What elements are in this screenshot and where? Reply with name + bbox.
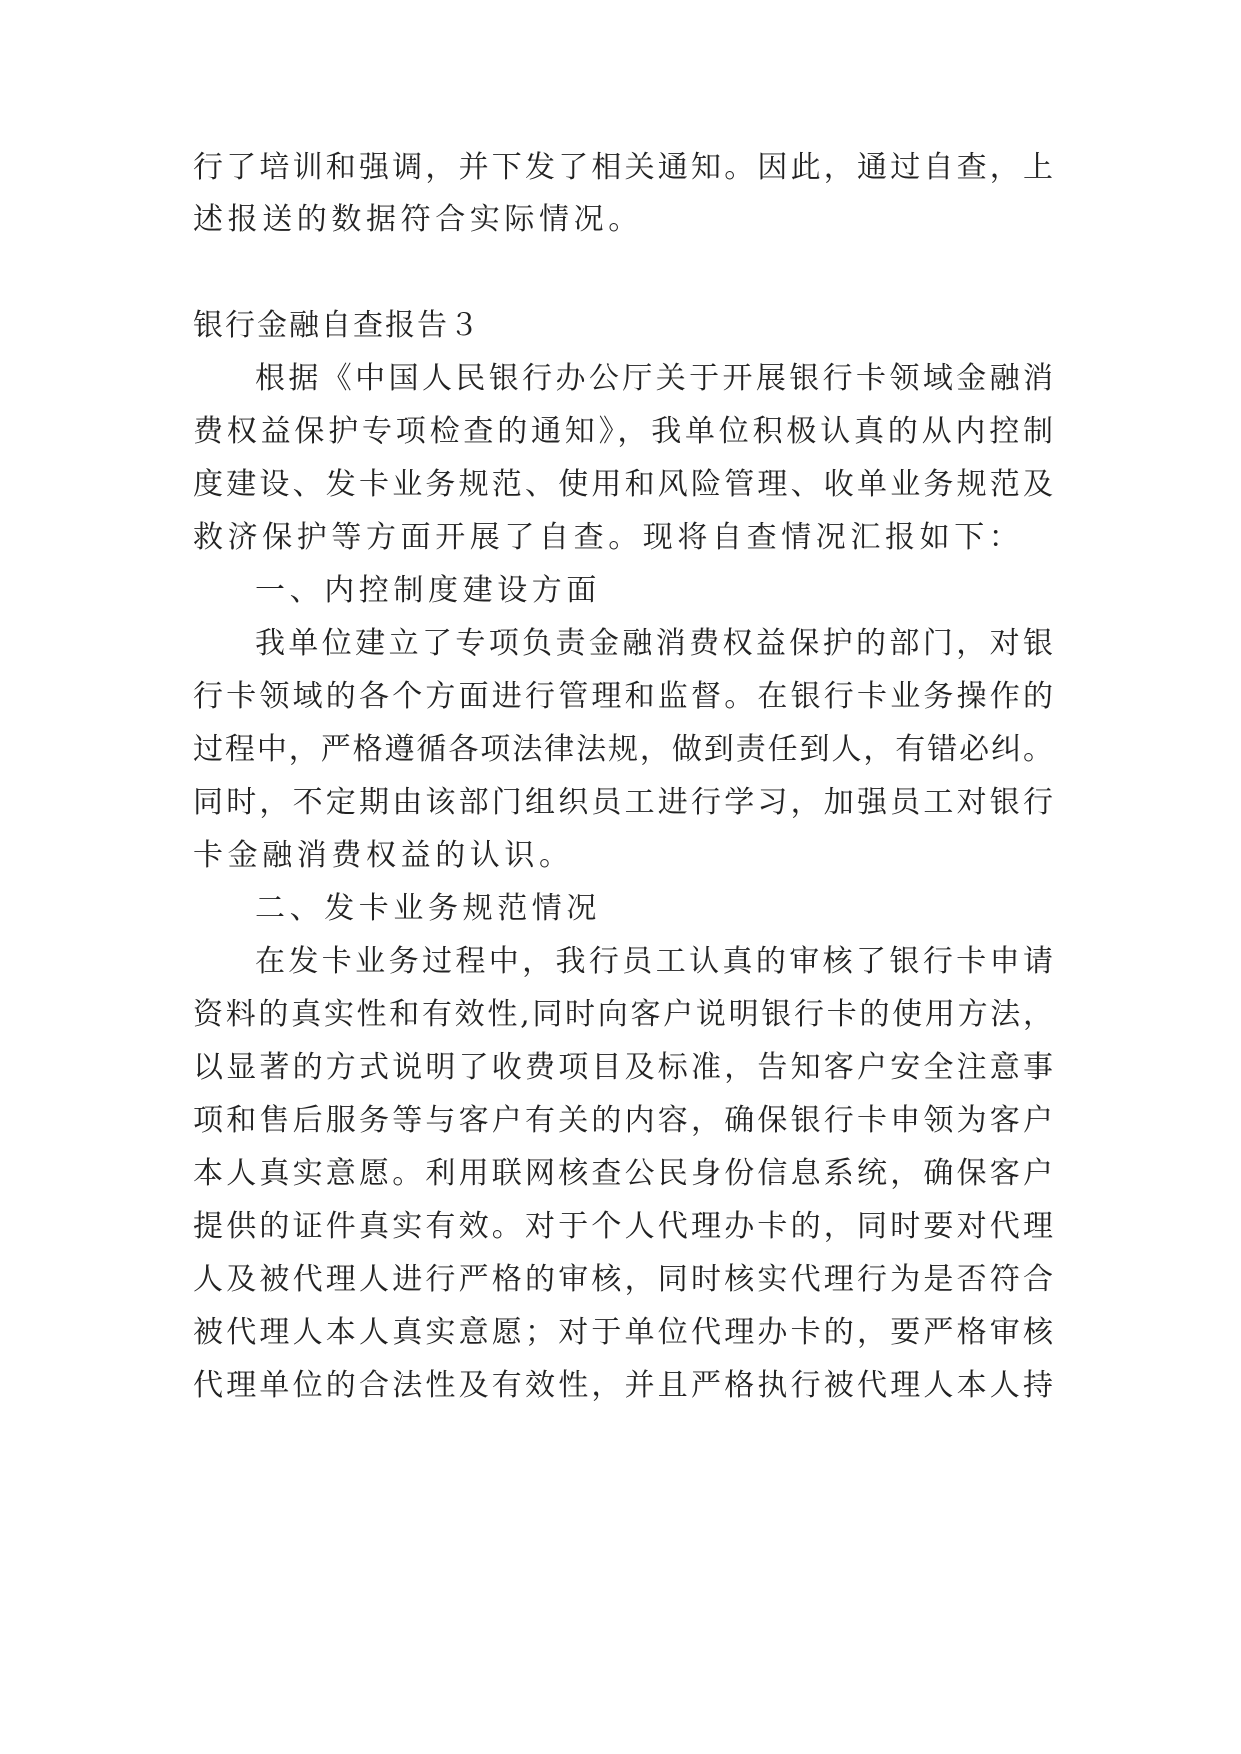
- intro-line-2: 费权益保护专项检查的通知》，我单位积极认真的从内控制: [193, 414, 1053, 449]
- heading-card-issuing: 二、发卡业务规范情况: [255, 891, 601, 926]
- continuation-line-2: 述报送的数据符合实际情况。: [193, 202, 643, 237]
- intro-line-1: 根据《中国人民银行办公厅关于开展银行卡领域金融消: [255, 361, 1053, 396]
- para1-line-5: 卡金融消费权益的认识。: [193, 838, 574, 873]
- para2-line-7: 人及被代理人进行严格的审核，同时核实代理行为是否符合: [193, 1262, 1053, 1297]
- para2-line-8: 被代理人本人真实意愿；对于单位代理办卡的，要严格审核: [193, 1315, 1053, 1350]
- para2-line-4: 项和售后服务等与客户有关的内容，确保银行卡申领为客户: [193, 1103, 1053, 1138]
- para2-line-2: 资料的真实性和有效性,同时向客户说明银行卡的使用方法，: [193, 997, 1053, 1032]
- para1-line-2: 行卡领域的各个方面进行管理和监督。在银行卡业务操作的: [193, 679, 1053, 714]
- para2-line-6: 提供的证件真实有效。对于个人代理办卡的，同时要对代理: [193, 1209, 1053, 1244]
- section-title: 银行金融自查报告３: [193, 308, 481, 343]
- intro-line-4: 救济保护等方面开展了自查。现将自查情况汇报如下：: [193, 520, 1024, 555]
- continuation-line-1: 行了培训和强调，并下发了相关通知。因此，通过自查，上: [193, 150, 1053, 185]
- heading-internal-control: 一、内控制度建设方面: [255, 573, 601, 608]
- intro-line-3: 度建设、发卡业务规范、使用和风险管理、收单业务规范及: [193, 467, 1053, 502]
- para1-line-1: 我单位建立了专项负责金融消费权益保护的部门，对银: [255, 626, 1053, 661]
- para2-line-9: 代理单位的合法性及有效性，并且严格执行被代理人本人持: [193, 1368, 1053, 1403]
- para1-line-3: 过程中，严格遵循各项法律法规，做到责任到人，有错必纠。: [193, 732, 1053, 767]
- para2-line-3: 以显著的方式说明了收费项目及标准，告知客户安全注意事: [193, 1050, 1053, 1085]
- para2-line-1: 在发卡业务过程中，我行员工认真的审核了银行卡申请: [255, 944, 1053, 979]
- para1-line-4: 同时，不定期由该部门组织员工进行学习，加强员工对银行: [193, 785, 1053, 820]
- para2-line-5: 本人真实意愿。利用联网核查公民身份信息系统，确保客户: [193, 1156, 1053, 1191]
